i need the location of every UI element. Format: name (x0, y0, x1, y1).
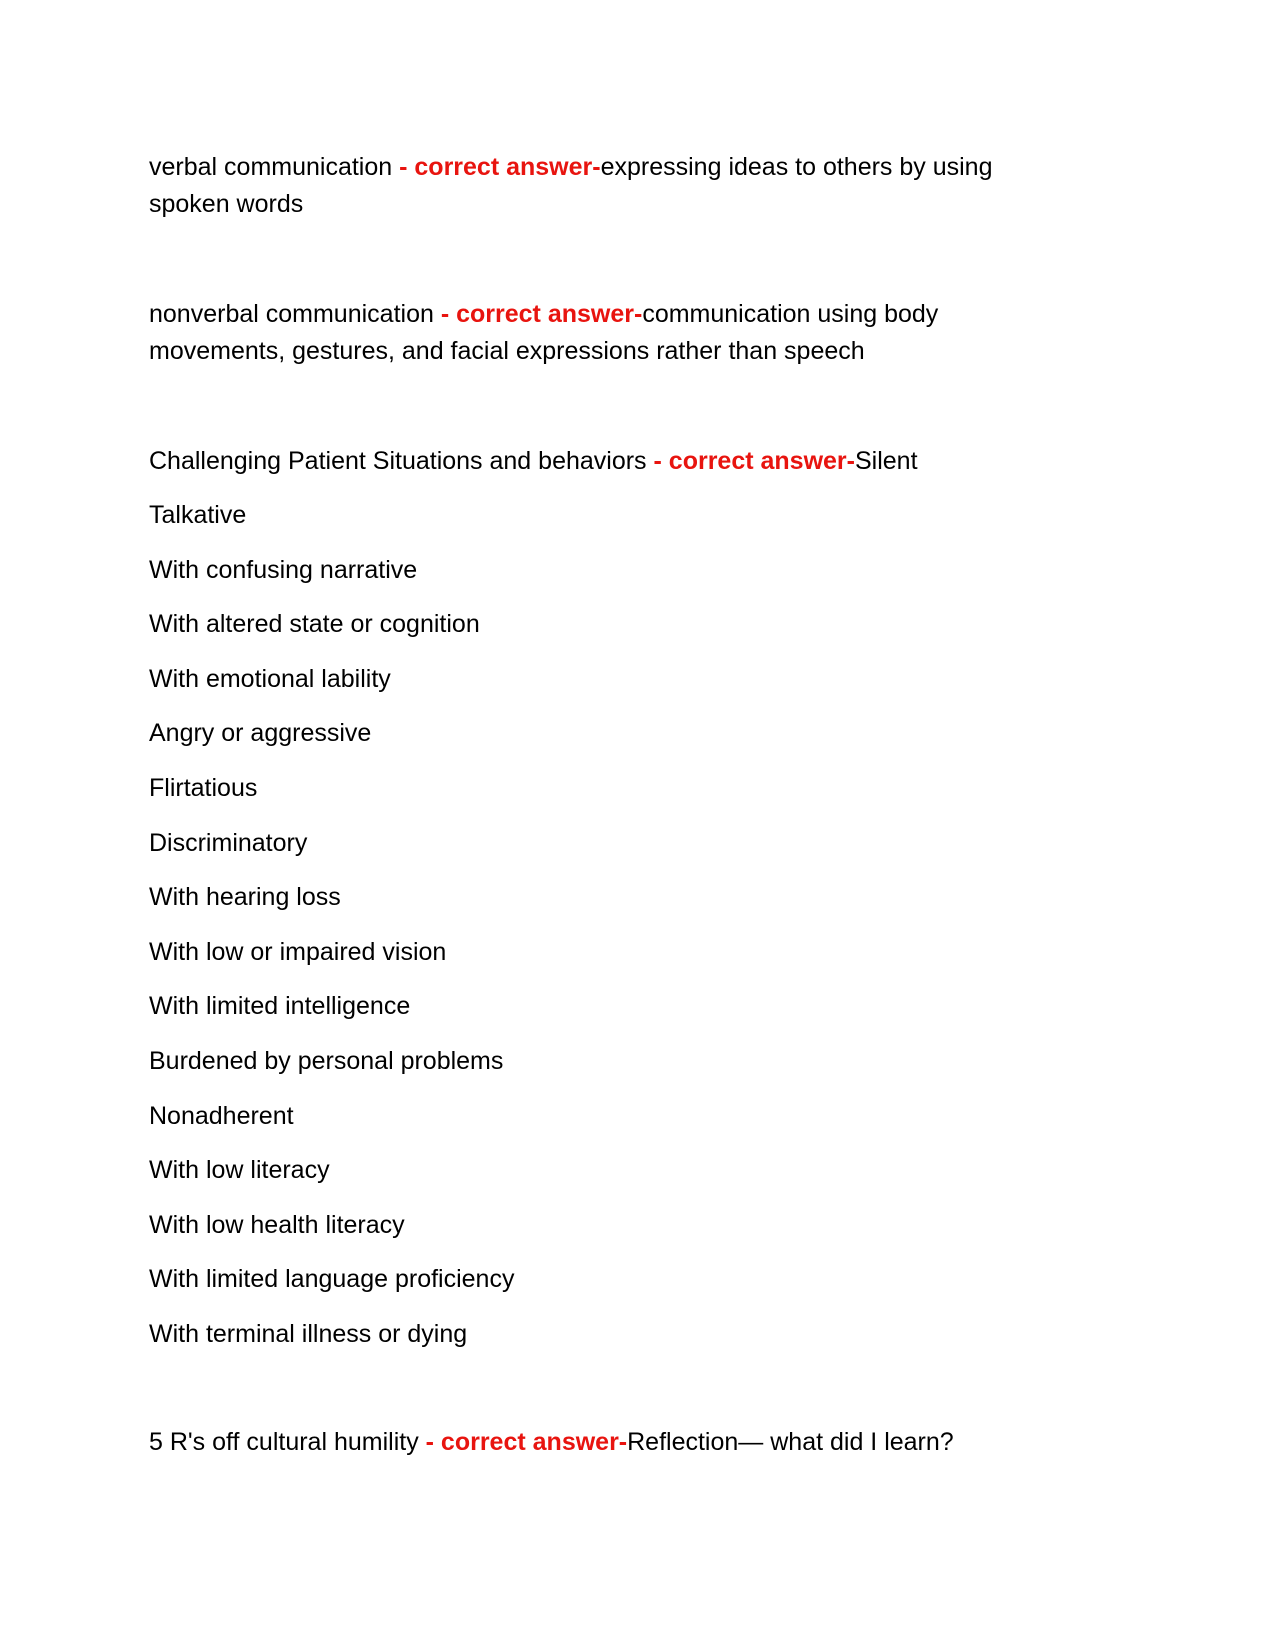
list-item: Discriminatory (149, 828, 308, 857)
list-item: With hearing loss (149, 883, 341, 912)
list-item: Burdened by personal problems (149, 1046, 504, 1075)
list-item: Talkative (149, 501, 247, 529)
entry-term: nonverbal communication (149, 300, 434, 328)
entry-answer: expressing ideas to others by using spoken words (149, 153, 993, 218)
entry-answer: Reflection— what did I learn? (627, 1428, 954, 1456)
list-item: Flirtatious (149, 773, 258, 802)
list-item: With terminal illness or dying (149, 1319, 468, 1348)
list-item: Angry or aggressive (149, 719, 372, 748)
flashcard-entry-cultural-humility (149, 1424, 1049, 1461)
entry-term: 5 R's off cultural humility (149, 1428, 419, 1456)
list-item: With low health literacy (149, 1210, 405, 1239)
list-item: With altered state or cognition (149, 610, 480, 639)
challenging-situations-list (149, 497, 514, 1371)
list-item: With confusing narrative (149, 555, 418, 584)
correct-answer-marker: - correct answer- (399, 153, 601, 181)
list-item: With limited language proficiency (149, 1265, 515, 1294)
entry-answer: Silent (854, 447, 918, 475)
list-item: With low literacy (149, 1156, 330, 1185)
entry-term: Challenging Patient Situations and behaviors (149, 447, 647, 475)
entry-term: verbal communication (149, 153, 393, 181)
list-item: With limited intelligence (149, 992, 411, 1021)
list-item: With low or impaired vision (149, 937, 447, 966)
flashcard-entry-verbal-communication (149, 149, 1049, 223)
correct-answer-marker: - correct answer- (425, 1428, 628, 1456)
list-item: Nonadherent (149, 1101, 294, 1130)
flashcard-entry-nonverbal-communication (149, 296, 1049, 370)
correct-answer-marker: - correct answer- (440, 300, 643, 328)
entry-answer: communication using body movements, gestures, and facial expressions rather than speech (149, 300, 939, 365)
correct-answer-marker: - correct answer- (653, 447, 855, 475)
list-item: With emotional lability (149, 664, 391, 693)
flashcard-entry-challenging-patients (149, 443, 1049, 480)
